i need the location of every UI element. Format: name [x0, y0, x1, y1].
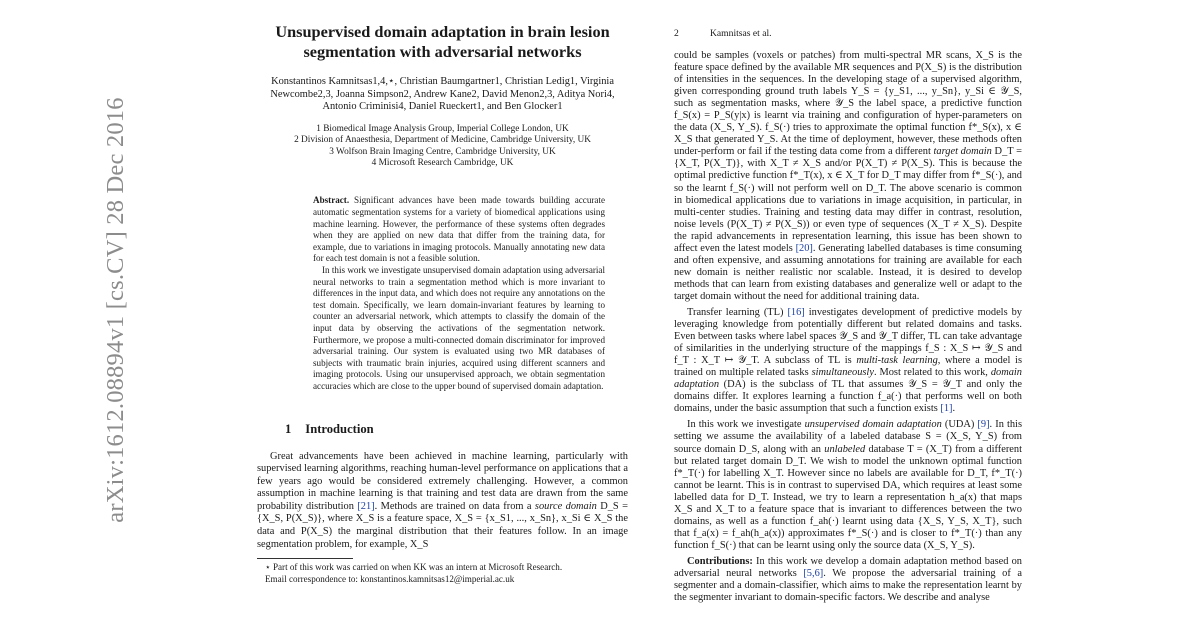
citation-link[interactable]: [5,6]	[803, 567, 824, 579]
paragraph-2	[674, 307, 1022, 415]
title-line-1: Unsupervised domain adaptation in brain lesion	[275, 22, 610, 41]
abstract-label: Abstract.	[313, 195, 350, 206]
author-list: Konstantinos Kamnitsas1,4,⋆, Christian Baumgartner1, Christian Ledig1, Virginia Newcombe2,3, Joanna Simpson2, Andrew Kane2, David Menon2,3, Aditya Nori4, Antonio Criminisi4, Daniel Rueckert1, and Ben Glocker1	[270, 76, 615, 113]
p3-text-d: database T = (X_T) from a different but related target domain D_T. We wish to model the unknown optimal function f*_T(·) for labelling X_T. However since no labels are available for D_T, f*_T(·) cannot be learnt. This is in contrast to supervised DA, which requires at least some labelled data for D_T. Instead, we try to learn a representation h_a(x) that maps X_S and X_T to a feature space that is invariant to differences between the two domains, as well as a function f_ah(·) learnt using data {X_S, Y_S, X_T}, such that f_a(x) = f_ah(h_a(x)) approximates f*_S(·) and is closer to f*_T(·) than any function f_S(·) that can be learnt using only the source data (X_S, Y_S).	[674, 443, 1023, 551]
multi-task-term: multi-task learning	[856, 355, 938, 367]
intro-text-b: . Methods are trained on data from a	[374, 500, 535, 512]
citation-link[interactable]: [16]	[787, 306, 805, 318]
affiliation-2: 2 Division of Anaesthesia, Department of Medicine, Cambridge University, UK	[294, 135, 591, 146]
affiliation-3: 3 Wolfson Brain Imaging Centre, Cambridge University, UK	[329, 146, 556, 157]
p2-text-f: .	[952, 403, 956, 415]
p2-text-d: . Most related to this work,	[873, 367, 991, 379]
affiliation-4: 4 Microsoft Research Cambridge, UK	[371, 158, 514, 168]
affiliation-1: 1 Biomedical Image Analysis Group, Imperial College London, UK	[316, 123, 569, 134]
citation-link[interactable]: [1]	[940, 403, 953, 415]
paragraph-1	[674, 50, 1022, 303]
citation-link[interactable]: [9]	[977, 419, 990, 431]
paragraph-4	[674, 556, 1022, 604]
p2-text-a: Transfer learning (TL)	[687, 306, 788, 318]
p1-text-b: D_T = {X_T, P(X_T)}, with X_T ≠ X_S and/or P(X_T) ≠ P(X_S). This is because the optimal predictive function f*_T(x), x ∈ X_T for D_T may differ from f*_S(·), and so the learnt f_S(·) will not perform well on D_T. The above scenario is common in biomedical applications due to variations in image acquisition, in particular, in multi-center studies. Training and testing data may differ in contrast, resolution, noise levels (P(X_T) ≠ P(X_S)) or even type of sequences (X_T ≠ X_S). Despite the rapid advancements in representation learning, this issue has been shown to affect even the latest models	[674, 146, 1022, 254]
contributions-label: Contributions:	[687, 555, 753, 567]
p2-text-c: , where a model is trained on multiple related tasks	[674, 355, 1022, 379]
running-head-authors: Kamnitsas et al.	[710, 28, 772, 39]
p1-text-a: could be samples (voxels or patches) from multi-spectral MR scans, X_S is the feature space defined by the available MR sequences and P(X_S) is the distribution of intensities in the sequences. In the developing stage of a supervised algorithm, given corresponding ground truth labels Y_S = {y_S1, ..., y_Sn}, y_Si ∈ 𝒴_S, such as segmentation masks, where 𝒴_S the label space, a predictive function f_S(x) = P_S(y|x) is learnt via training and configuration of hyper-parameters on the data (X_S, Y_S). f_S(·) tries to approximate the optimal function f*_S(x), x ∈ X_S that generated Y_S. At the time of deployment, however, these methods often under-perform or fail if the testing data come from a different	[674, 50, 1022, 158]
left-page	[255, 0, 630, 628]
intro-text-a: Great advancements have been achieved in machine learning, particularly with supervised learning algorithms, reaching human-level performance on applications that a few years ago would be considered extremely challenging. However, a common assumption in machine learning is that training and test data are drawn from the same probability distribution	[257, 450, 628, 512]
section-number: 1	[285, 421, 292, 436]
section-title: Introduction	[305, 421, 374, 436]
p2-text-b: investigates development of predictive models by leveraging knowledge from potentially different but related domains and tasks. Even between tasks where label spaces 𝒴_S and 𝒴_T differ, TL can take advantage of similarities in the underlying structure of the mappings f_S : X_S ↦ 𝒴_S and f_T : X_T ↦ 𝒴_T. A subclass of TL is	[674, 306, 1022, 367]
unlabeled-term: unlabeled	[824, 443, 866, 455]
page-number: 2	[674, 28, 679, 39]
abstract-paragraph-1: Significant advances have been made towards building accurate automatic segmentation systems for a variety of biomedical applications using machine learning. However, the performance of these systems often degrades when they are applied on new data that differ from the training data, for example, due to variations in imaging protocols. Manually annotating new data for each test domain is not a feasible solution.	[313, 195, 605, 264]
p3-text-b: (UDA)	[941, 419, 978, 431]
simultaneously-term: simultaneously	[811, 367, 874, 379]
abstract	[313, 195, 605, 392]
affiliations	[255, 124, 630, 170]
footnote-line-2: Email correspondence to: konstantinos.kamnitsas12@imperial.ac.uk	[265, 573, 515, 584]
source-domain-term: source domain	[534, 500, 597, 512]
p2-text-e: (DA) is the subclass of TL that assumes 𝒴_S = 𝒴_T and only the domains differ. It explores learning a function f_a(·) that performs well on both domains, under the basic assumption that such a function exists	[674, 379, 1022, 415]
intro-text	[255, 451, 630, 552]
citation-link[interactable]: [20]	[795, 242, 813, 254]
footnote-divider	[257, 558, 353, 559]
paragraph-3	[674, 419, 1022, 552]
running-header	[674, 28, 1022, 39]
footnote	[255, 562, 630, 585]
p3-text-c: . In this setting we assume the availability of a labeled database S = (X_S, Y_S) from source domain D_S, along with an	[674, 419, 1022, 455]
domain-adaptation-term: domain adaptation	[674, 367, 1022, 391]
right-body-text	[674, 50, 1022, 604]
citation-link[interactable]: [21]	[357, 500, 375, 512]
p4-text-b: . We propose the adversarial training of a segmenter and a domain-classifier, which aims to make the representation learnt by the segmenter invariant to domain-specific factors. We describe and analyse	[674, 567, 1022, 604]
p4-text-a: In this work we develop a domain adaptation method based on adversarial neural networks	[674, 555, 1022, 579]
p1-text-c: . Generating labelled databases is time consuming and often expensive, and assuming annotations for training are available for each new domain is neither realistic nor scalable. Instead, it is desired to develop methods that can learn from existing databases and generalize well or adapt to the target domain without the need for additional training data.	[674, 242, 1022, 302]
footnote-line-1: ⋆ Part of this work was carried on when KK was an intern at Microsoft Research.	[265, 562, 563, 573]
arxiv-identifier: arXiv:1612.08894v1 [cs.CV] 28 Dec 2016	[102, 97, 129, 523]
abstract-paragraph-2: In this work we investigate unsupervised domain adaptation using adversarial neural networks to train a segmentation method which is more invariant to differences in the input data, and which does not require any annotations on the test domain. Specifically, we learn domain-invariant features by learning to counter an adversarial network, which attempts to classify the domain of the input data by observing the activations of the segmentation network. Furthermore, we propose a multi-connected domain discriminator for improved adversarial training. Our system is evaluated using two MR databases of subjects with traumatic brain injuries, acquired using different scanners and imaging protocols. Using our unsupervised approach, we obtain segmentation accuracies which are close to the upper bound of supervised domain adaptation.	[313, 264, 605, 391]
section-heading	[285, 422, 630, 437]
uda-term: unsupervised domain adaptation	[804, 419, 942, 431]
title-line-2: segmentation with adversarial networks	[303, 42, 582, 61]
p3-text-a: In this work we investigate	[687, 419, 805, 431]
intro-text-c: D_S = {X_S, P(X_S)}, where X_S is a feature space, X_S = {x_S1, ..., x_Sn}, x_Si ∈ X_S the data and P(X_S) the marginal distribution that their features follow. In an image segmentation problem, for example, X_S	[257, 500, 628, 550]
right-page	[674, 0, 1022, 628]
target-domain-term: target domain	[933, 146, 992, 158]
paper-title	[255, 22, 630, 62]
